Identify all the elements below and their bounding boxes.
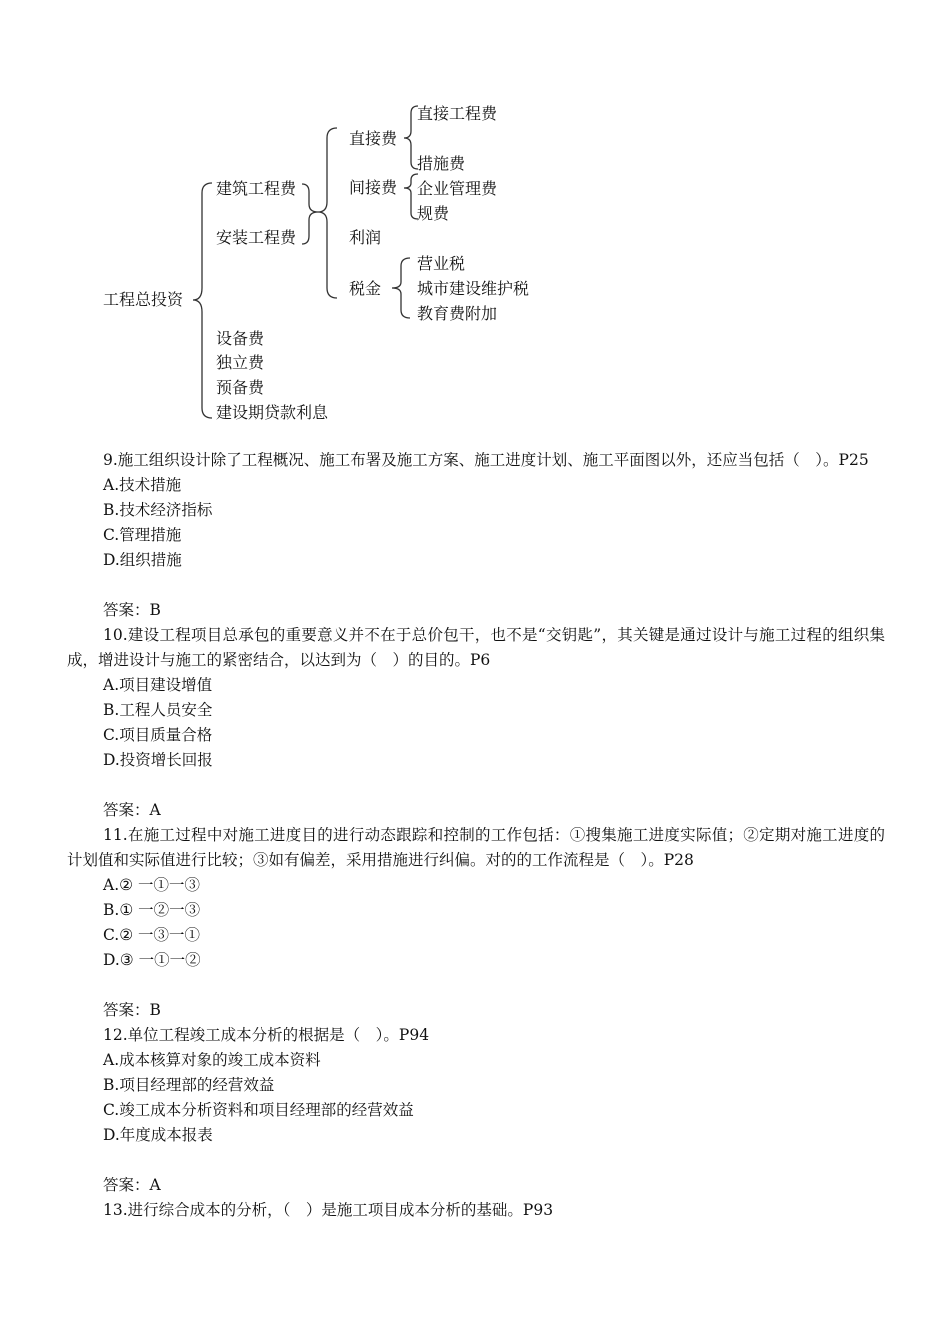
diagram-level1-item: 安装工程费 [216,228,297,247]
diagram-indirect-item: 规费 [417,204,450,223]
question-option: B.工程人员安全 [103,701,213,719]
question-option: C.② 一③一① [103,926,201,944]
question-block [67,823,885,1023]
diagram-tax-item: 城市建设维护税 [417,279,530,298]
question-answer: 答案：B [103,1001,161,1019]
question-block [67,1023,885,1198]
diagram-level1-item: 建设期贷款利息 [216,403,329,422]
question-list [67,448,885,1223]
question-stem: 10.建设工程项目总承包的重要意义并不在于总价包干，也不是“交钥匙”，其关键是通过设计与施工过程的组织集成，增进设计与施工的紧密结合，以达到为（ ）的目的。P6 [67,626,885,669]
question-stem: 12.单位工程竣工成本分析的根据是（ ）。P94 [103,1026,430,1044]
question-stem: 11.在施工过程中对施工进度目的进行动态跟踪和控制的工作包括：①搜集施工进度实际值；②定期对施工进度的计划值和实际值进行比较；③如有偏差，采用措施进行纠偏。对的的工作流程是（ ）。P28 [67,826,885,869]
brace-level2 [318,128,337,298]
question-option: A.项目建设增值 [103,676,213,694]
question-block [67,623,885,823]
question-option: D.年度成本报表 [103,1126,213,1144]
question-option: C.管理措施 [103,526,182,544]
question-option: D.③ 一①一② [103,951,201,969]
question-option: D.投资增长回报 [103,751,213,769]
question-option: A.② 一①一③ [103,876,200,894]
diagram-level1-item: 设备费 [216,329,265,348]
question-answer: 答案：A [103,801,161,819]
question-block [67,1198,885,1223]
brace-tax [392,258,410,318]
cost-structure-diagram [0,0,950,440]
diagram-level2-profit: 利润 [349,228,382,247]
diagram-level2-indirect: 间接费 [349,178,398,197]
diagram-level1-item: 独立费 [216,353,265,372]
question-block [67,448,885,623]
question-option: B.项目经理部的经营效益 [103,1076,275,1094]
question-option: C.项目质量合格 [103,726,213,744]
brace-direct [404,106,418,169]
question-answer: 答案：A [103,1176,161,1194]
question-option: C.竣工成本分析资料和项目经理部的经营效益 [103,1101,414,1119]
diagram-root-label: 工程总投资 [103,290,184,309]
diagram-direct-item: 措施费 [417,154,466,173]
question-option: D.组织措施 [103,551,182,569]
diagram-tax-item: 营业税 [417,254,466,273]
diagram-indirect-item: 企业管理费 [417,179,498,198]
diagram-level2-direct: 直接费 [349,129,398,148]
diagram-tax-item: 教育费附加 [417,304,498,323]
diagram-level2-tax: 税金 [349,279,382,298]
diagram-direct-item: 直接工程费 [417,104,498,123]
question-option: B.① 一②一③ [103,901,201,919]
diagram-level1-item: 建筑工程费 [216,179,297,198]
question-option: B.技术经济指标 [103,501,213,519]
question-stem: 13.进行综合成本的分析，（ ）是施工项目成本分析的基础。P93 [103,1201,554,1219]
diagram-level1-item: 预备费 [216,378,265,397]
question-stem: 9.施工组织设计除了工程概况、施工布署及施工方案、施工进度计划、施工平面图以外，还应当包括（ ）。P25 [103,451,869,469]
brace-root [193,183,212,418]
question-option: A.技术措施 [103,476,182,494]
brace-indirect [404,174,418,219]
question-option: A.成本核算对象的竣工成本资料 [103,1051,321,1069]
question-answer: 答案：B [103,601,161,619]
bracket-level1-join [302,184,318,244]
